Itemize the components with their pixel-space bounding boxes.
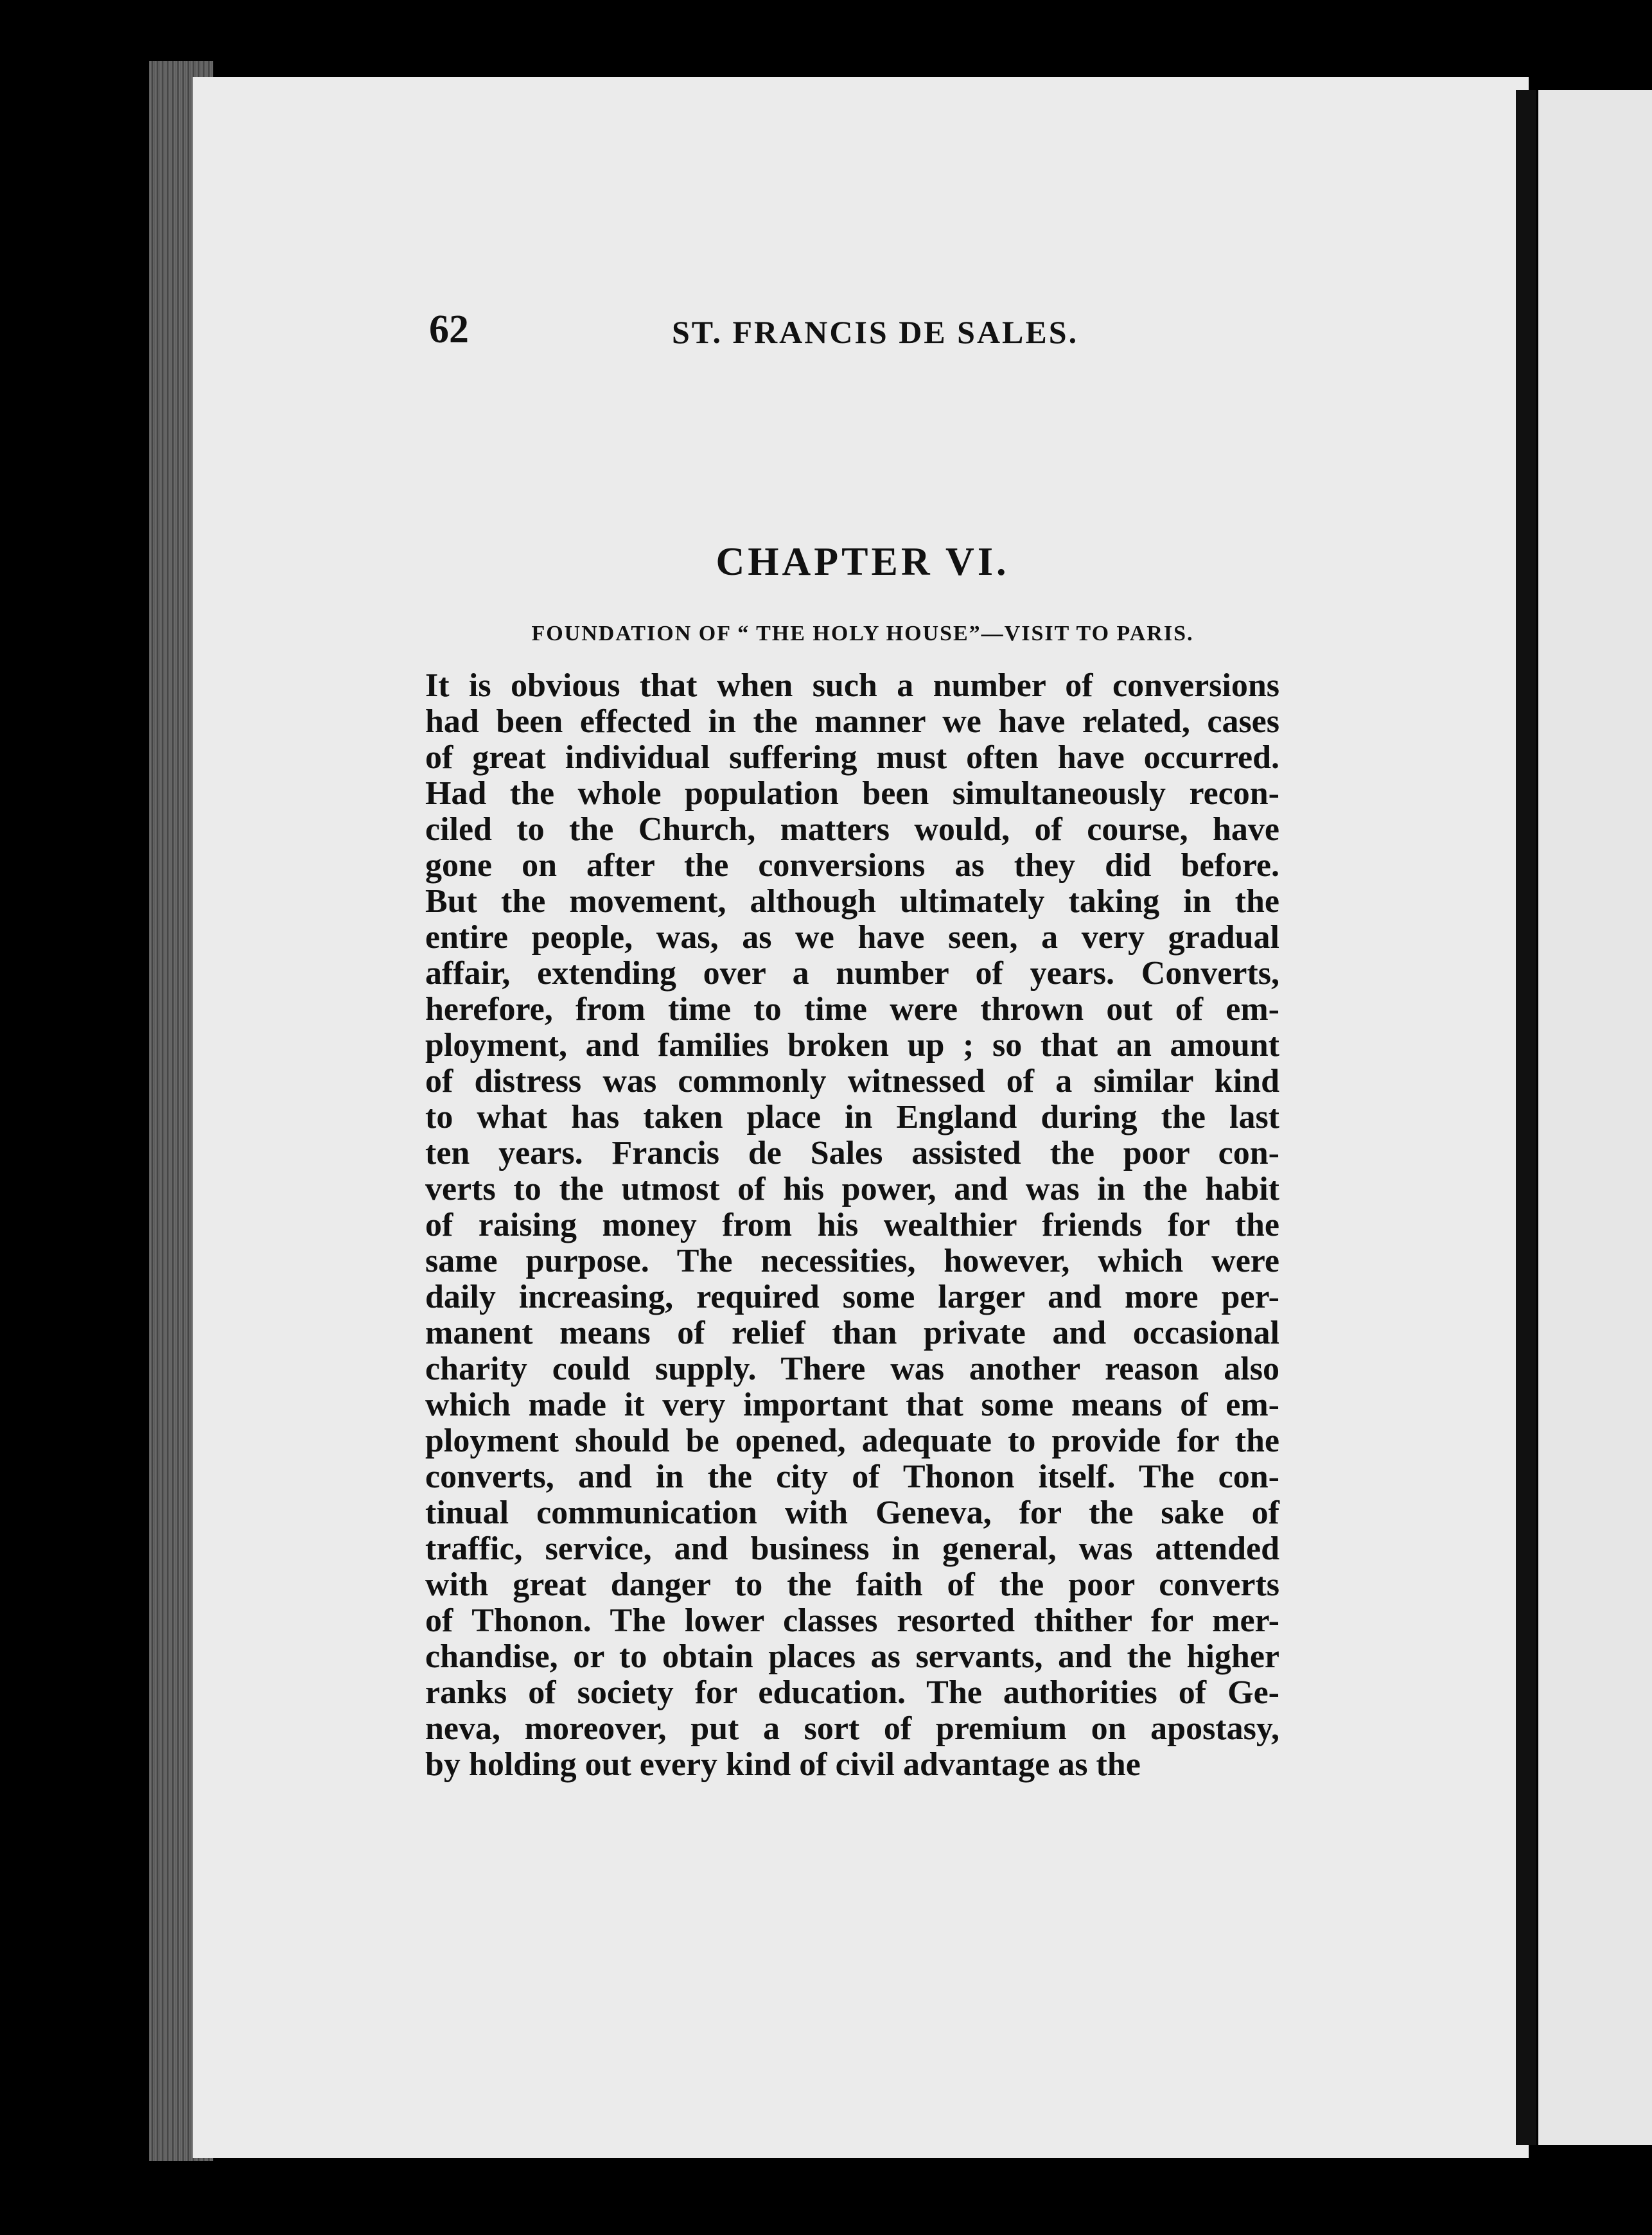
text-line: converts, and in the city of Thonon itself. The con- [425,1459,1279,1495]
page-number: 62 [429,308,469,351]
text-line: same purpose. The necessities, however, which were [425,1243,1279,1279]
text-line: Had the whole population been simultaneously recon- [425,775,1279,812]
text-line: of Thonon. The lower classes resorted thither for mer- [425,1602,1279,1639]
book-gutter [1516,90,1536,2145]
text-line: But the movement, although ultimately taking in the [425,883,1279,920]
text-line: manent means of relief than private and occasional [425,1315,1279,1351]
facing-page-edge [1538,90,1652,2145]
text-line: of distress was commonly witnessed of a similar kind [425,1063,1279,1100]
text-line: ciled to the Church, matters would, of course, have [425,811,1279,848]
text-line: charity could supply. There was another reason also [425,1351,1279,1387]
text-line: with great danger to the faith of the poor converts [425,1566,1279,1603]
text-line: gone on after the conversions as they did before. [425,847,1279,884]
text-line: to what has taken place in England during the last [425,1099,1279,1135]
body-text [425,668,1279,1783]
text-line: ranks of society for education. The authorities of Ge- [425,1674,1279,1711]
text-line: tinual communication with Geneva, for the sake of [425,1494,1279,1531]
chapter-subtitle: FOUNDATION OF “ THE HOLY HOUSE”—VISIT TO PARIS. [531,622,1194,645]
text-line: ployment should be opened, adequate to provide for the [425,1423,1279,1459]
text-line: herefore, from time to time were thrown out of em- [425,991,1279,1028]
text-line: It is obvious that when such a number of conversions [425,667,1279,704]
text-line: entire people, was, as we have seen, a very gradual [425,919,1279,956]
text-line: of great individual suffering must often have occurred. [425,739,1279,776]
text-line: ployment, and families broken up ; so that an amount [425,1027,1279,1064]
text-line: chandise, or to obtain places as servants, and the higher [425,1638,1279,1675]
text-line: by holding out every kind of civil advantage as the [425,1746,1141,1783]
text-line: traffic, service, and business in general, was attended [425,1530,1279,1567]
text-line: ten years. Francis de Sales assisted the poor con- [425,1135,1279,1171]
running-head [429,307,1296,358]
running-title: ST. FRANCIS DE SALES. [672,314,1079,350]
text-line: daily increasing, required some larger and more per- [425,1279,1279,1315]
text-line: affair, extending over a number of years. Converts, [425,955,1279,992]
text-line: which made it very important that some means of em- [425,1387,1279,1423]
text-line: neva, moreover, put a sort of premium on apostasy, [425,1710,1279,1747]
text-line: of raising money from his wealthier friends for the [425,1207,1279,1243]
chapter-title: CHAPTER VI. [716,540,1010,584]
text-line: verts to the utmost of his power, and was in the habit [425,1171,1279,1207]
text-line: had been effected in the manner we have related, cases [425,703,1279,740]
